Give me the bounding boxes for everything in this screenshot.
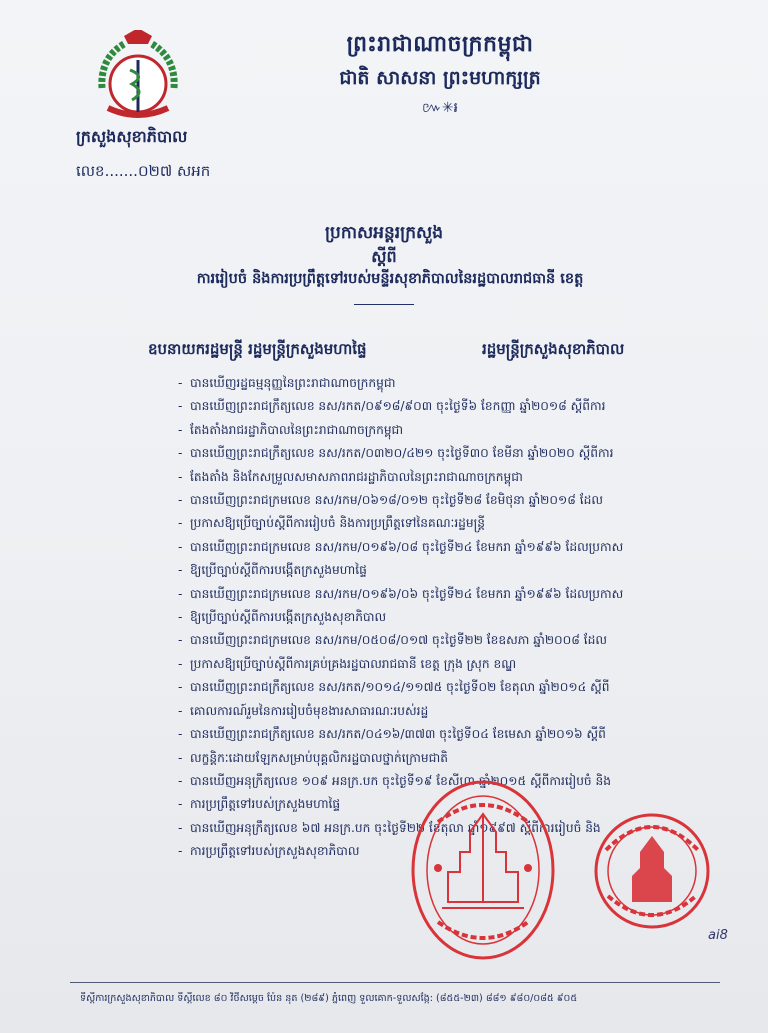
- legal-reference-item: - បានឃើញអនុក្រឹត្យលេខ ១០៩ អនក្រ.បក ចុះថ្ងៃទី១៩ ខែសីហា ឆ្នាំ២០១៥ ស្តីពីការរៀបចំ និង: [178, 770, 688, 793]
- legal-reference-item: - បានឃើញព្រះរាជក្រឹត្យលេខ នស/រកត/០៣២០/៤២១ ចុះថ្ងៃទី៣០ ខែមីនា ឆ្នាំ២០២០ ស្តីពីការ: [178, 442, 688, 465]
- legal-reference-item: - តែងតាំងរាជរដ្ឋាភិបាលនៃព្រះរាជាណាចក្រកម្ពុជា: [178, 419, 688, 442]
- legal-reference-item: - ការប្រព្រឹត្តទៅរបស់ក្រសួងមហាផ្ទៃ: [178, 793, 688, 816]
- legal-reference-item: - បានឃើញអនុក្រឹត្យលេខ ៦៧ អនក្រ.បក ចុះថ្ងៃទី២២ ខែតុលា ឆ្នាំ១៩៩៧ ស្តីពីការរៀបចំ និង: [178, 817, 688, 840]
- legal-reference-item: - បានឃើញព្រះរាជក្រមលេខ នស/រកម/០១៩៦/០៦ ចុះថ្ងៃទី២៤ ខែមករា ឆ្នាំ១៩៩៦ ដែលប្រកាស: [178, 583, 688, 606]
- document-about-label: ស្តីពី: [371, 247, 397, 266]
- document-subject: ការរៀបចំ និងការប្រព្រឹត្តទៅរបស់មន្ទីរសុខាភិបាលនៃរដ្ឋបាលរាជធានី ខេត្ត: [196, 271, 584, 287]
- footer-address: ទីស្តីការក្រសួងសុខាភិបាល ទីស្តីលេខ ៨០ វិថីសម្តេច ប៉ែន នុត (២៨៩) ភ្នំពេញ ទួលគោក-ទួលសង្កែ: (៨៥៥-២៣) ៨៨១ ៩៨០/០៨៥ ៩០៥: [80, 993, 578, 1004]
- legal-reference-item: - បានឃើញព្រះរាជក្រឹត្យលេខ នស/រកត/០៤១៦/៣៧៣ ចុះថ្ងៃទី០៤ ខែមេសា ឆ្នាំ២០១៦ ស្តីពី: [178, 723, 688, 746]
- legal-reference-item: - ឱ្យប្រើច្បាប់ស្តីពីការបង្កើតក្រសួងមហាផ្ទៃ: [178, 559, 688, 582]
- signers-row: [148, 340, 668, 364]
- ministry-of-health-logo: [88, 30, 188, 130]
- interior-ministry-seal-stamp: [592, 806, 712, 936]
- kingdom-heading: ព្រះរាជាណាចក្រកម្ពុជា: [346, 32, 534, 57]
- legal-reference-item: - ប្រកាសឱ្យប្រើច្បាប់ស្តីពីការរៀបចំ និងការប្រព្រឹត្តទៅនៃគណៈរដ្ឋមន្ត្រី: [178, 512, 688, 535]
- legal-reference-item: - លក្ខន្តិកៈដោយឡែកសម្រាប់បុគ្គលិករដ្ឋបាលថ្នាក់ក្រោមជាតិ: [178, 747, 688, 770]
- legal-reference-item: - បានឃើញព្រះរាជក្រមលេខ នស/រកម/០៥០៨/០១៧ ចុះថ្ងៃទី២២ ខែឧសភា ឆ្នាំ២០០៨ ដែល: [178, 629, 688, 652]
- legal-reference-item: - ការប្រព្រឹត្តទៅរបស់ក្រសួងសុខាភិបាល: [178, 840, 688, 863]
- ministry-seal-stamp: [408, 776, 558, 964]
- legal-reference-item: - បានឃើញព្រះរាជក្រមលេខ នស/រកម/០៦១៨/០១២ ចុះថ្ងៃទី២៨ ខែមិថុនា ឆ្នាំ២០១៨ ដែល: [178, 489, 688, 512]
- legal-reference-item: - បានឃើញព្រះរាជក្រឹត្យលេខ នស/រកត/១០១៤/១១៧៥ ចុះថ្ងៃទី០២ ខែតុលា ឆ្នាំ២០១៤ ស្តីពី: [178, 676, 688, 699]
- legal-reference-item: - បានឃើញរដ្ឋធម្មនុញ្ញនៃព្រះរាជាណាចក្រកម្ពុជា: [178, 372, 688, 395]
- document-type-title: ប្រកាសអន្តរក្រសួង: [324, 223, 444, 243]
- signer-interior-minister: ឧបនាយករដ្ឋមន្ត្រី រដ្ឋមន្ត្រីក្រសួងមហាផ្ទៃ: [148, 340, 367, 358]
- handwritten-signature: ai8: [708, 928, 728, 943]
- legal-reference-item: - ឱ្យប្រើច្បាប់ស្តីពីការបង្កើតក្រសួងសុខាភិបាល: [178, 606, 688, 629]
- ministry-name: ក្រសួងសុខាភិបាល: [76, 127, 188, 146]
- legal-reference-item: - តែងតាំង និងកែសម្រួលសមាសភាពរាជរដ្ឋាភិបាលនៃព្រះរាជាណាចក្រកម្ពុជា: [178, 466, 688, 489]
- legal-reference-item: - ប្រកាសឱ្យប្រើច្បាប់ស្តីពីការគ្រប់គ្រងរដ្ឋបាលរាជធានី ខេត្ត ក្រុង ស្រុក ខណ្ឌ: [178, 653, 688, 676]
- legal-reference-item: - បានឃើញព្រះរាជក្រមលេខ នស/រកម/០១៩៦/០៨ ចុះថ្ងៃទី២៤ ខែមករា ឆ្នាំ១៩៩៦ ដែលប្រកាស: [178, 536, 688, 559]
- ornament: ៚✳៛: [422, 100, 458, 116]
- reference-number: លេខ.......០២៧ សអក: [76, 162, 211, 180]
- legal-reference-item: - បានឃើញព្រះរាជក្រឹត្យលេខ នស/រកត/០៩១៨/៩០៣ ចុះថ្ងៃទី៦ ខែកញ្ញា ឆ្នាំ២០១៨ ស្តីពីការ: [178, 395, 688, 418]
- footer-divider: [70, 982, 720, 983]
- signer-health-minister: រដ្ឋមន្ត្រីក្រសួងសុខាភិបាល: [482, 340, 625, 358]
- title-divider: [354, 304, 414, 305]
- national-motto: ជាតិ សាសនា ព្រះមហាក្សត្រ: [339, 67, 541, 89]
- legal-reference-item: - គោលការណ៍រួមនៃការរៀបចំមុខងារសាធារណៈរបស់រដ្ឋ: [178, 700, 688, 723]
